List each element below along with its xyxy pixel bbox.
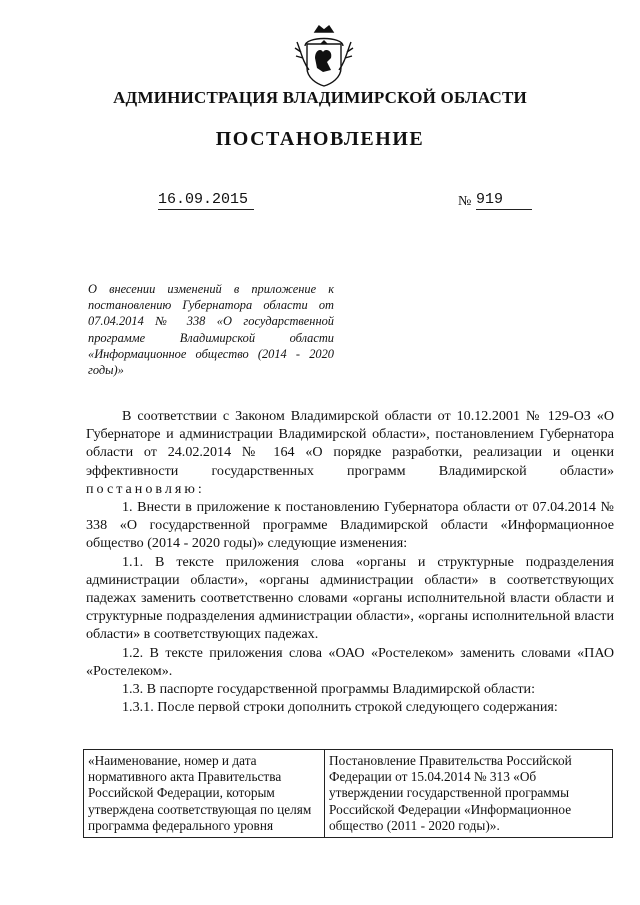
paragraph-1-3: 1.3. В паспорте государственной программы Владимирской области: (122, 681, 535, 698)
intro-text: В соответствии с Законом Владимирской области от 10.12.2001 № 129-ОЗ «О Губернаторе и администрации Владимирской области», постановлением Губернатора области от 24.02.2014 № 164 «О порядке разработки, реализации и оценки эффективности государственных программ Владимирской области» (86, 408, 614, 479)
document-type: ПОСТАНОВЛЕНИЕ (215, 128, 425, 150)
paragraph-1-3-1: 1.3.1. После первой строки дополнить строкой следующего содержания: (122, 699, 558, 716)
table-cell-left: «Наименование, номер и дата нормативного акта Правительства Российской Федерации, которым утверждена соответствующая по целям программа федерального уровня (84, 750, 325, 838)
paragraph-1-1: 1.1. В тексте приложения слова «органы и структурные подразделения администрации области», «органы администрации области» в соответствующих падежах заменить соответственно словами «органы исполнительной власти области и структурные подразделения администрации области», «органы исполнительной власти области» в соответствующих падежах. (86, 553, 614, 643)
decree-word: постановляю: (86, 480, 205, 497)
coat-of-arms-icon (293, 22, 355, 88)
org-name: АДМИНИСТРАЦИЯ ВЛАДИМИРСКОЙ ОБЛАСТИ (113, 88, 527, 107)
paragraph-1: 1. Внести в приложение к постановлению Губернатора области от 07.04.2014 № 338 «О государственной программе Владимирской области «Информационное общество (2014 - 2020 годы)» следующие изменения: (86, 499, 614, 552)
paragraph-1-2: 1.2. В тексте приложения слова «ОАО «Ростелеком» заменить словами «ПАО «Ростелеком». (86, 644, 614, 679)
document-subject: О внесении изменений в приложение к постановлению Губернатора области от 07.04.2014 № 338 «О государственной программе Владимирской области «Информационное общество (2014 - 2020 годы)» (88, 282, 334, 378)
document-number: 919 (476, 191, 532, 210)
document-date: 16.09.2015 (158, 191, 254, 210)
insert-table (83, 749, 613, 838)
intro-paragraph (86, 407, 614, 498)
table-row (84, 750, 613, 838)
table-cell-right: Постановление Правительства Российской Федерации от 15.04.2014 № 313 «Об утверждении государственной программы Российской Федерации «Информационное общество (2011 - 2020 годы)». (325, 750, 613, 838)
number-label: № (458, 194, 472, 209)
document-body (86, 407, 614, 716)
